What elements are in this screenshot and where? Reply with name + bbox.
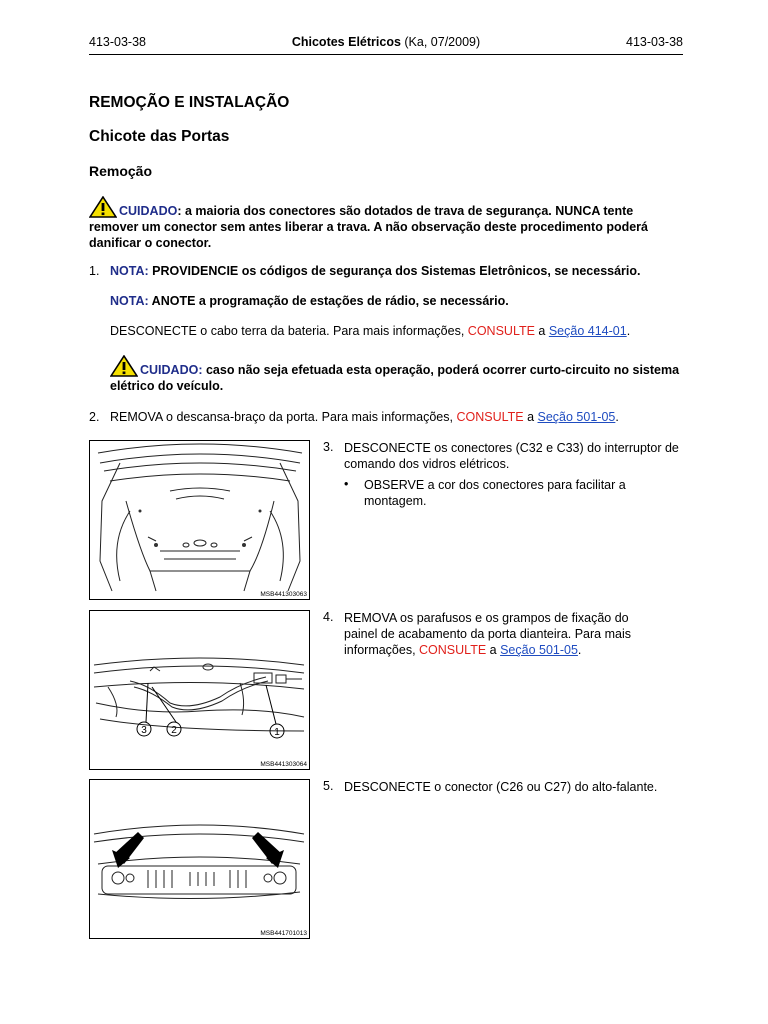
- note-label-1: NOTA:: [110, 264, 149, 278]
- step-2-main: REMOVA o descansa-braço da porta. Para mais informações,: [110, 410, 457, 424]
- consult-label-1: CONSULTE: [467, 324, 535, 338]
- step-3-number: 3.: [323, 440, 334, 454]
- step-1-disconnect: [110, 324, 680, 338]
- page-number-left: 413-03-38: [89, 35, 146, 49]
- consult-label-3: CONSULTE: [419, 643, 487, 657]
- caution-label-1: CUIDADO: [119, 204, 178, 218]
- consult-label-2: CONSULTE: [456, 410, 524, 424]
- caution-label-2: CUIDADO:: [140, 363, 203, 377]
- step-2-number: 2.: [89, 410, 100, 424]
- figure-code-1: MSB441303063: [260, 591, 307, 598]
- document-title-bold: Chicotes Elétricos: [291, 35, 401, 49]
- step-5-text: DESCONECTE o conector (C26 ou C27) do alto-falante.: [344, 780, 658, 794]
- page-header: [89, 35, 683, 51]
- header-divider: [89, 54, 683, 55]
- figure-door-panel: [89, 610, 310, 770]
- figure-speaker-connector: [89, 779, 310, 939]
- step-5-number: 5.: [323, 779, 334, 793]
- step-1-disconnect-text: DESCONECTE o cabo terra da bateria. Para mais informações,: [110, 324, 468, 338]
- step-1-note-1: [110, 264, 680, 278]
- document-title-rest: (Ka, 07/2009): [400, 35, 481, 49]
- warning-triangle-icon: [110, 355, 138, 377]
- callout-3: 3: [141, 725, 147, 736]
- note-text-1: PROVIDENCIE os códigos de segurança dos Sistemas Eletrônicos, se necessário.: [148, 264, 641, 278]
- callout-1: 1: [274, 727, 280, 738]
- step-4-number: 4.: [323, 610, 334, 624]
- caution-block-1: [89, 196, 679, 251]
- section-link-501-05-b[interactable]: Seção 501-05: [500, 643, 578, 657]
- section-link-501-05[interactable]: Seção 501-05: [537, 410, 616, 424]
- step-1-number: 1.: [89, 264, 100, 278]
- callout-2: 2: [171, 725, 177, 736]
- main-heading: REMOÇÃO E INSTALAÇÃO: [89, 94, 290, 111]
- step-1-note-2: [110, 294, 680, 308]
- figure-door-interior: [89, 440, 310, 600]
- step-4-main: REMOVA os parafusos e os grampos de fixação do painel de acabamento da porta dianteira. Para mais informações,: [344, 611, 631, 657]
- caution-block-2: [110, 355, 680, 394]
- door-interior-illustration: [90, 441, 309, 599]
- note-label-2: NOTA:: [110, 294, 149, 308]
- page-number-right: 413-03-38: [626, 35, 683, 49]
- note-text-2: ANOTE a programação de estações de rádio, se necessário.: [148, 294, 509, 308]
- step-4-a: a: [486, 643, 501, 657]
- step-2-a: a: [523, 410, 538, 424]
- caution-text-2: caso não seja efetuada esta operação, poderá ocorrer curto-circuito no sistema elétrico do veículo.: [110, 363, 680, 393]
- step-3-observe: OBSERVE a cor dos conectores para facilitar a montagem.: [364, 478, 626, 508]
- section-link-414-01[interactable]: Seção 414-01: [548, 324, 627, 338]
- step-2-end: .: [615, 410, 619, 424]
- figure-code-2: MSB441303064: [260, 761, 307, 768]
- step-4-text: [344, 610, 664, 658]
- document-title: [89, 35, 683, 49]
- warning-triangle-icon: [89, 196, 117, 218]
- step-3-text: DESCONECTE os conectores (C32 e C33) do interruptor de comando dos vidros elétricos.: [344, 441, 679, 471]
- speaker-connector-illustration: [90, 780, 309, 938]
- step-1-a: a: [534, 324, 549, 338]
- step-2-text: [110, 410, 680, 424]
- door-panel-illustration: [90, 611, 309, 769]
- section-heading: Remoção: [89, 163, 153, 179]
- step-1-end: .: [626, 324, 631, 338]
- step-4-end: .: [577, 643, 582, 657]
- caution-text-1: : a maioria dos conectores são dotados de trava de segurança. NUNCA tente remover um conector sem antes liberar a trava. A não observação deste procedimento poderá danificar o conector.: [89, 204, 648, 250]
- step-3-bullet: •: [344, 477, 349, 491]
- figure-code-3: MSB441701013: [260, 930, 307, 937]
- sub-heading: Chicote das Portas: [89, 128, 230, 145]
